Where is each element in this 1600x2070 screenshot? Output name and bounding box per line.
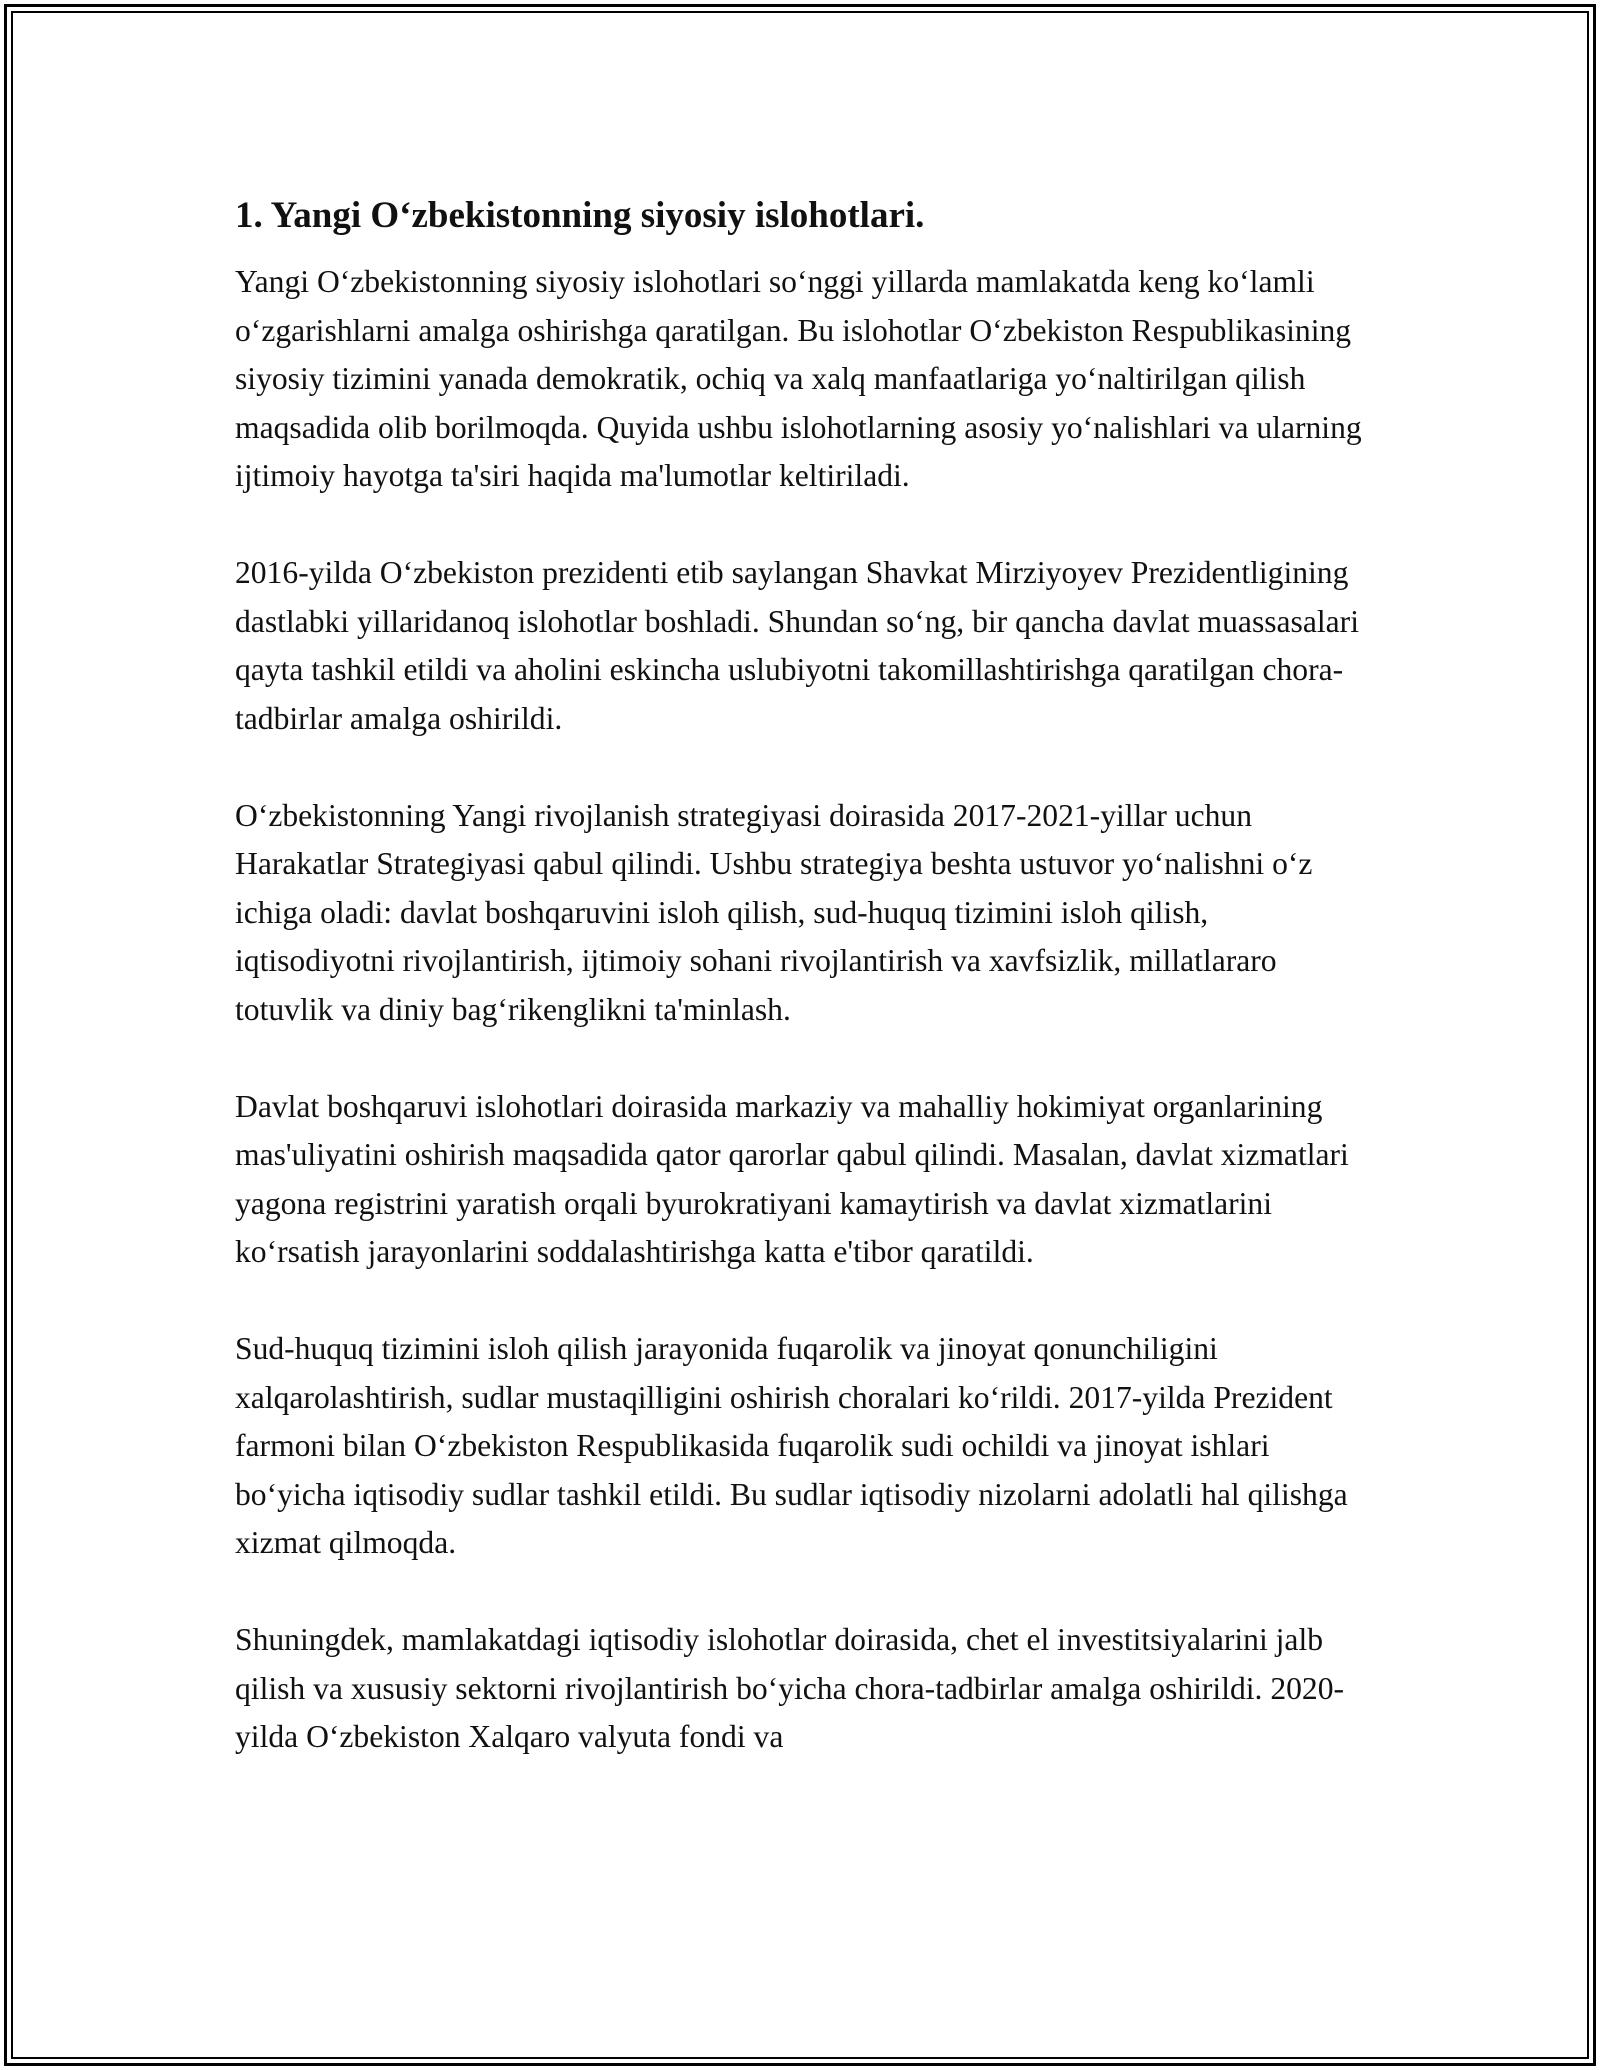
- paragraph-judicial: Sud-huquq tizimini isloh qilish jarayonida fuqarolik va jinoyat qonunchiligini xalqarolashtirish, sudlar mustaqilligini oshirish choralari ko‘rildi. 2017-yilda Prezident farmoni bilan O‘zbekiston Respublikasida fuqarolik sudi ochildi va jinoyat ishlari bo‘yicha iqtisodiy sudlar tashkil etildi. Bu sudlar iqtisodiy nizolarni adolatli hal qilishga xizmat qilmoqda.: [235, 1331, 1348, 1560]
- paragraph-2016: 2016-yilda O‘zbekiston prezidenti etib saylangan Shavkat Mirziyoyev Prezidentligining dastlabki yillaridanoq islohotlar boshladi. Shundan so‘ng, bir qancha davlat muassasalari qayta tashkil etildi va aholini eskincha uslubiyotni takomillashtirishga qaratilgan chora-tadbirlar amalga oshirildi.: [235, 555, 1359, 736]
- document-body: [235, 186, 1370, 1762]
- paragraph-strategy: O‘zbekistonning Yangi rivojlanish strategiyasi doirasida 2017-2021-yillar uchun Harakatlar Strategiyasi qabul qilindi. Ushbu strategiya beshta ustuvor yo‘nalishni o‘z ichiga oladi: davlat boshqaruvini isloh qilish, sud-huquq tizimini isloh qilish, iqtisodiyotni rivojlantirish, ijtimoiy sohani rivojlantirish va xavfsizlik, millatlararo totuvlik va diniy bag‘rikenglikni ta'minlash.: [235, 797, 1313, 1027]
- paragraph-intro: Yangi O‘zbekistonning siyosiy islohotlari so‘nggi yillarda mamlakatda keng ko‘lamli o‘zgarishlarni amalga oshirishga qaratilgan. Bu islohotlar O‘zbekiston Respublikasining siyosiy tizimini yanada demokratik, ochiq va xalq manfaatlariga yo‘naltirilgan qilish maqsadida olib borilmoqda. Quyida ushbu islohotlarning asosiy yo‘nalishlari va ularning ijtimoiy hayotga ta'siri haqida ma'lumotlar keltiriladi.: [235, 264, 1362, 493]
- paragraph-economic: Shuningdek, mamlakatdagi iqtisodiy islohotlar doirasida, chet el investitsiyalarini jalb qilish va xususiy sektorni rivojlantirish bo‘yicha chora-tadbirlar amalga oshirildi. 2020-yilda O‘zbekiston Xalqaro valyuta fondi va: [235, 1622, 1345, 1754]
- paragraph-governance: Davlat boshqaruvi islohotlari doirasida markaziy va mahalliy hokimiyat organlarining mas'uliyatini oshirish maqsadida qator qarorlar qabul qilindi. Masalan, davlat xizmatlari yagona registrini yaratish orqali byurokratiyani kamaytirish va davlat xizmatlarini ko‘rsatish jarayonlarini soddalashtirishga katta e'tibor qaratildi.: [235, 1088, 1349, 1269]
- section-heading: 1. Yangi O‘zbekistonning siyosiy islohotlari.: [235, 195, 925, 236]
